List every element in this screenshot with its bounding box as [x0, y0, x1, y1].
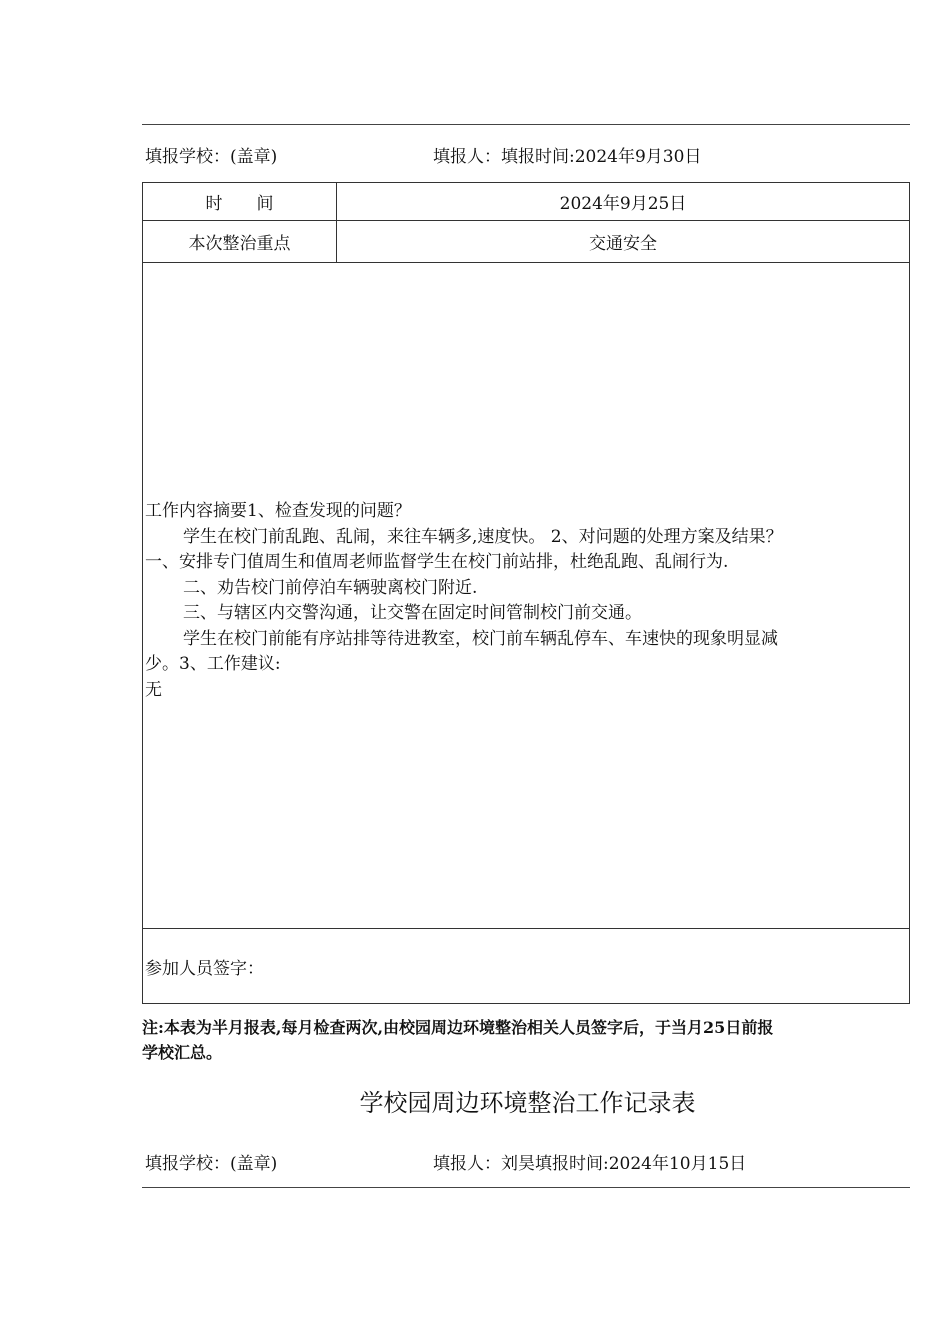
content-line: 二、劝告校门前停泊车辆驶离校门附近. [183, 577, 478, 598]
content-cell [143, 263, 910, 929]
footnote [142, 1015, 912, 1065]
content-line: 无 [145, 679, 162, 700]
focus-row [143, 221, 910, 263]
content-line: 少。3、工作建议: [145, 654, 281, 674]
reporter-label: 填报人：填报时间:2024年9月30日 [433, 147, 702, 167]
signature-row [143, 929, 910, 1004]
content-line: 工作内容摘要1、检查发现的问题？ [145, 501, 411, 521]
footnote-line: 学校汇总。 [142, 1043, 223, 1062]
time-row [143, 183, 910, 221]
reporter-label-2: 填报人：刘昊填报时间:2024年10月15日 [433, 1154, 747, 1174]
content-line: 学生在校门前能有序站排等待进教室，校门前车辆乱停车、车速快的现象明显减 [183, 628, 778, 649]
content-line: 三、与辖区内交警沟通，让交警在固定时间管制校门前交通。 [183, 603, 642, 623]
header-row-2 [145, 1149, 747, 1174]
record-table [142, 182, 910, 1004]
content-line: 一、安排专门值周生和值周老师监督学生在校门前站排，杜绝乱跑、乱闹行为. [145, 552, 729, 572]
time-label: 时 间 [143, 183, 337, 221]
school-label-2: 填报学校：(盖章) [145, 1154, 278, 1174]
focus-value: 交通安全 [337, 221, 910, 263]
school-label: 填报学校：(盖章) [145, 147, 278, 167]
signature-label: 参加人员签字： [143, 929, 910, 1004]
time-value: 2024年9月25日 [337, 183, 910, 221]
header-row [145, 142, 702, 167]
form-title: 学校园周边环境整治工作记录表 [359, 1089, 696, 1117]
top-rule [142, 124, 910, 125]
bottom-rule [142, 1187, 910, 1188]
content-line: 学生在校门前乱跑、乱闹，来往车辆多,速度快。 2、对问题的处理方案及结果？ [183, 526, 783, 547]
work-summary [145, 499, 905, 703]
content-row [143, 263, 910, 929]
footnote-line: 注:本表为半月报表,每月检查两次,由校园周边环境整治相关人员签字后，于当月25日前报 [142, 1018, 774, 1037]
focus-label: 本次整治重点 [143, 221, 337, 263]
